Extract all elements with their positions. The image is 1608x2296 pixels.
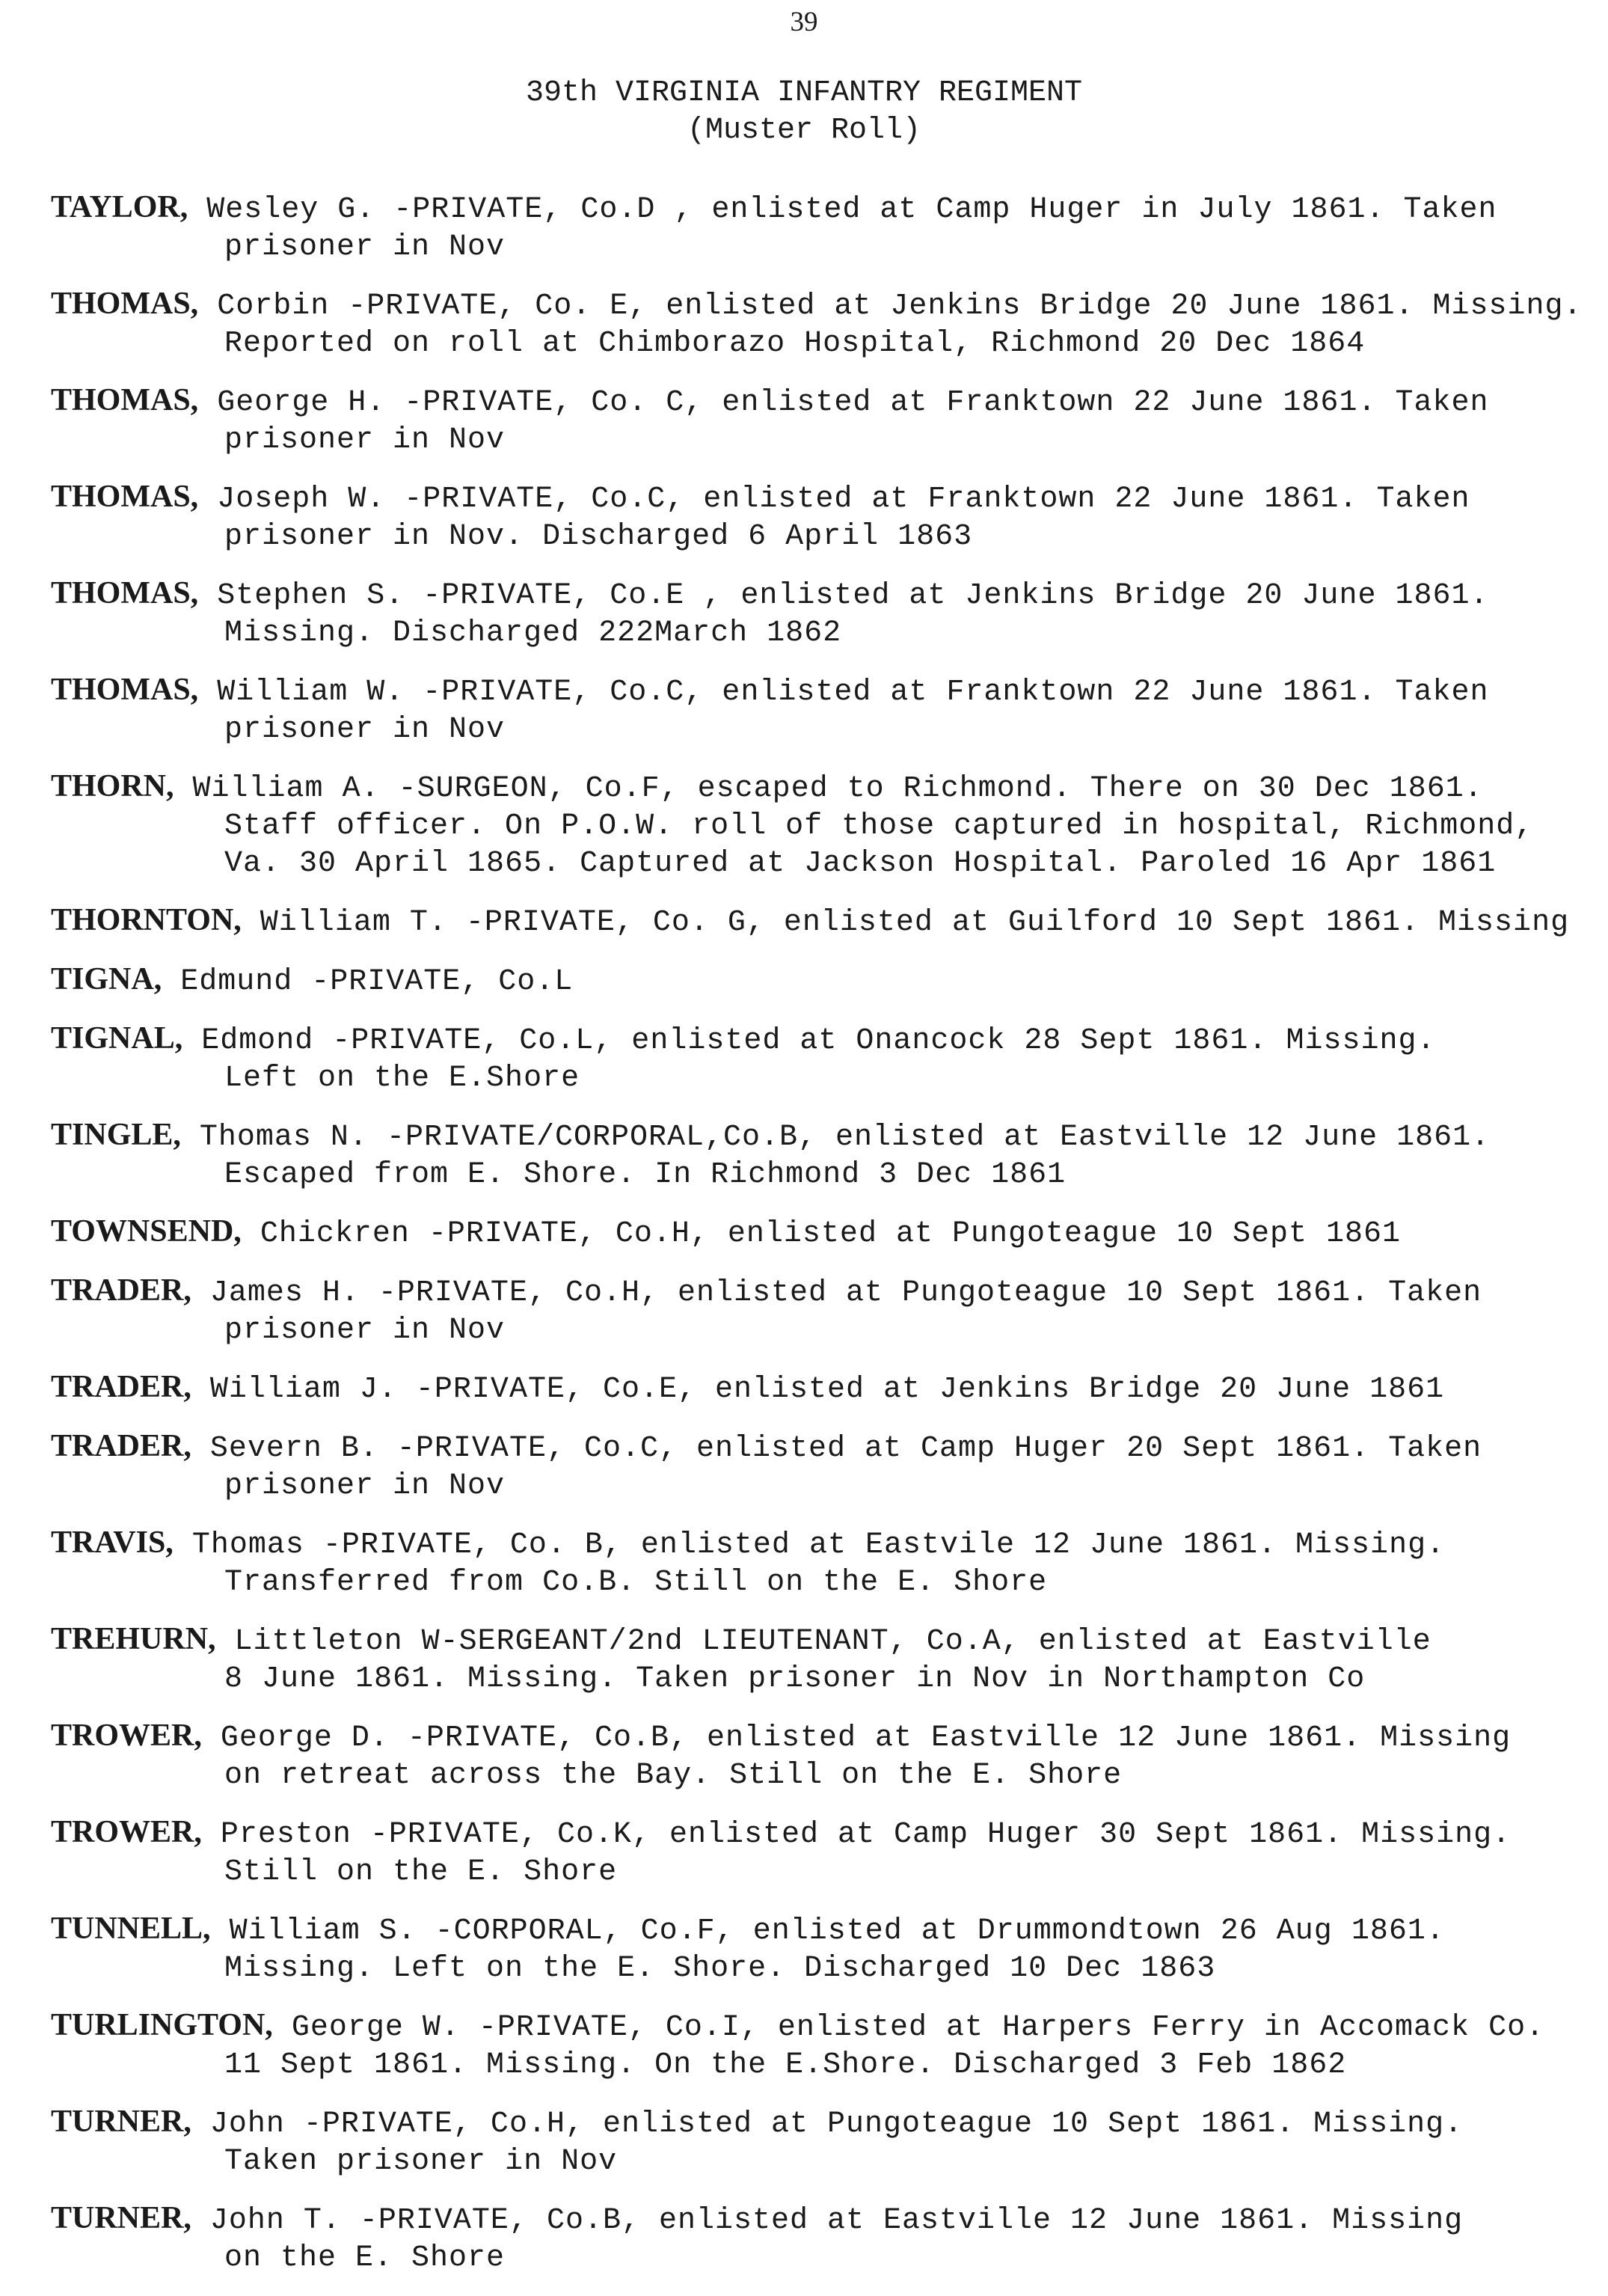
entry-text: prisoner in Nov: [224, 1469, 506, 1503]
entry-text: Chickren -PRIVATE, Co.H, enlisted at Pungoteague 10 Sept 1861: [260, 1217, 1402, 1251]
entry-continuation-line: [51, 325, 1599, 363]
entry-surname: TOWNSEND,: [51, 1214, 242, 1249]
entry-first-line: [51, 1813, 1599, 1854]
entry-surname: TRADER,: [51, 1429, 191, 1463]
muster-entry: [51, 768, 1599, 883]
entry-text: Wesley G. -PRIVATE, Co.D , enlisted at Camp Huger in July 1861. Taken: [206, 193, 1497, 227]
entry-surname: TINGLE,: [51, 1118, 181, 1152]
entry-first-line: [51, 1213, 1599, 1253]
muster-roll-entries: [51, 189, 1599, 2296]
entry-text: George W. -PRIVATE, Co.I, enlisted at Harpers Ferry in Accomack Co.: [291, 2011, 1545, 2045]
entry-text: Transferred from Co.B. Still on the E. Shore: [224, 1566, 1048, 1599]
muster-entry: [51, 1717, 1599, 1795]
entry-first-line: [51, 961, 1599, 1001]
entry-text: Escaped from E. Shore. In Richmond 3 Dec 1861: [224, 1158, 1067, 1192]
entry-surname: TURNER,: [51, 2104, 191, 2139]
muster-entry: [51, 1813, 1599, 1891]
entry-text: Missing. Discharged 222March 1862: [224, 616, 842, 650]
entry-first-line: [51, 1368, 1599, 1409]
entry-continuation-line: [51, 1950, 1599, 1988]
entry-text: Thomas -PRIVATE, Co. B, enlisted at Eastvile 12 June 1861. Missing.: [191, 1528, 1446, 1562]
entry-first-line: [51, 1717, 1599, 1757]
entry-continuation-line: [51, 845, 1599, 883]
entry-first-line: [51, 285, 1599, 325]
entry-text: William A. -SURGEON, Co.F, escaped to Richmond. There on 30 Dec 1861.: [192, 772, 1483, 806]
entry-surname: TRADER,: [51, 1273, 191, 1308]
entry-text: Severn B. -PRIVATE, Co.C, enlisted at Camp Huger 20 Sept 1861. Taken: [209, 1432, 1482, 1466]
muster-entry: [51, 1620, 1599, 1698]
entry-first-line: [51, 2006, 1599, 2047]
document-subtitle: (Muster Roll): [687, 114, 921, 147]
muster-entry: [51, 1427, 1599, 1505]
muster-entry: [51, 2199, 1599, 2277]
muster-entry: [51, 1213, 1599, 1253]
entry-text: Still on the E. Shore: [224, 1855, 618, 1889]
entry-text: prisoner in Nov: [224, 230, 506, 264]
muster-entry: [51, 2006, 1599, 2084]
entry-first-line: [51, 671, 1599, 711]
entry-surname: THOMAS,: [51, 673, 199, 707]
entry-first-line: [51, 575, 1599, 615]
entry-text: Stephen S. -PRIVATE, Co.E , enlisted at Jenkins Bridge 20 June 1861.: [217, 579, 1489, 613]
entry-first-line: [51, 901, 1599, 942]
entry-continuation-line: [51, 1854, 1599, 1891]
entry-text: Preston -PRIVATE, Co.K, enlisted at Camp Huger 30 Sept 1861. Missing.: [220, 1818, 1512, 1852]
entry-text: Left on the E.Shore: [224, 1062, 580, 1095]
entry-first-line: [51, 1524, 1599, 1564]
entry-first-line: [51, 1910, 1599, 1950]
entry-text: William S. -CORPORAL, Co.F, enlisted at Drummondtown 26 Aug 1861.: [229, 1914, 1445, 1948]
entry-surname: TUNNELL,: [51, 1911, 211, 1946]
entry-surname: THOMAS,: [51, 480, 199, 514]
entry-continuation-line: [51, 615, 1599, 652]
muster-entry: [51, 1116, 1599, 1194]
entry-surname: TROWER,: [51, 1815, 202, 1849]
entry-surname: TROWER,: [51, 1718, 202, 1753]
entry-surname: TURNER,: [51, 2201, 191, 2235]
muster-entry: [51, 961, 1599, 1001]
page-number: 39: [790, 7, 818, 37]
entry-continuation-line: [51, 711, 1599, 749]
entry-first-line: [51, 478, 1599, 518]
entry-surname: THORN,: [51, 769, 174, 803]
muster-entry: [51, 575, 1599, 652]
entry-first-line: [51, 2103, 1599, 2143]
muster-entry: [51, 189, 1599, 266]
entry-surname: TIGNAL,: [51, 1021, 183, 1056]
entry-first-line: [51, 1272, 1599, 1312]
entry-text: John -PRIVATE, Co.H, enlisted at Pungoteague 10 Sept 1861. Missing.: [209, 2107, 1464, 2141]
entry-text: prisoner in Nov: [224, 713, 506, 747]
entry-text: Edmond -PRIVATE, Co.L, enlisted at Onancock 28 Sept 1861. Missing.: [201, 1024, 1436, 1058]
muster-entry: [51, 901, 1599, 942]
entry-continuation-line: [51, 1564, 1599, 1602]
muster-entry: [51, 382, 1599, 459]
entry-text: James H. -PRIVATE, Co.H, enlisted at Pungoteague 10 Sept 1861. Taken: [209, 1276, 1482, 1310]
muster-entry: [51, 671, 1599, 749]
muster-entry: [51, 1368, 1599, 1409]
entry-first-line: [51, 382, 1599, 422]
entry-surname: TRAVIS,: [51, 1525, 174, 1560]
entry-continuation-line: [51, 1757, 1599, 1795]
muster-entry: [51, 1524, 1599, 1602]
entry-text: Edmund -PRIVATE, Co.L: [180, 965, 574, 999]
muster-entry: [51, 478, 1599, 556]
entry-surname: TREHURN,: [51, 1622, 216, 1656]
title-block: [0, 75, 1608, 150]
entry-continuation-line: [51, 1468, 1599, 1505]
entry-surname: TIGNA,: [51, 962, 162, 997]
entry-text: William W. -PRIVATE, Co.C, enlisted at Franktown 22 June 1861. Taken: [217, 676, 1489, 709]
entry-continuation-line: [51, 2240, 1599, 2277]
entry-surname: THOMAS,: [51, 383, 199, 417]
entry-first-line: [51, 768, 1599, 808]
entry-text: prisoner in Nov: [224, 423, 506, 457]
entry-text: prisoner in Nov. Discharged 6 April 1863: [224, 520, 973, 554]
entry-text: Staff officer. On P.O.W. roll of those captured in hospital, Richmond,: [224, 809, 1534, 843]
entry-continuation-line: [51, 1157, 1599, 1194]
entry-continuation-line: [51, 1060, 1599, 1098]
entry-first-line: [51, 1020, 1599, 1060]
entry-text: Taken prisoner in Nov: [224, 2145, 618, 2179]
document-title: 39th VIRGINIA INFANTRY REGIMENT: [525, 76, 1083, 110]
muster-entry: [51, 285, 1599, 363]
entry-text: on the E. Shore: [224, 2241, 506, 2275]
entry-surname: TAYLOR,: [51, 190, 188, 224]
entry-first-line: [51, 1427, 1599, 1468]
entry-continuation-line: [51, 422, 1599, 459]
entry-continuation-line: [51, 518, 1599, 556]
entry-surname: TURLINGTON,: [51, 2008, 273, 2042]
entry-surname: TRADER,: [51, 1370, 191, 1404]
entry-text: 11 Sept 1861. Missing. On the E.Shore. Discharged 3 Feb 1862: [224, 2048, 1347, 2082]
entry-surname: THOMAS,: [51, 576, 199, 610]
muster-entry: [51, 1910, 1599, 1988]
entry-continuation-line: [51, 2143, 1599, 2181]
entry-text: 8 June 1861. Missing. Taken prisoner in Nov in Northampton Co: [224, 1662, 1366, 1696]
entry-text: William T. -PRIVATE, Co. G, enlisted at Guilford 10 Sept 1861. Missing: [260, 906, 1570, 940]
entry-text: prisoner in Nov: [224, 1314, 506, 1347]
entry-text: George D. -PRIVATE, Co.B, enlisted at Eastville 12 June 1861. Missing: [220, 1721, 1512, 1755]
entry-text: Littleton W-SERGEANT/2nd LIEUTENANT, Co.A, enlisted at Eastville: [234, 1625, 1431, 1659]
entry-first-line: [51, 2199, 1599, 2240]
entry-text: Missing. Left on the E. Shore. Discharged 10 Dec 1863: [224, 1952, 1216, 1986]
entry-text: Corbin -PRIVATE, Co. E, enlisted at Jenkins Bridge 20 June 1861. Missing.: [217, 290, 1583, 323]
entry-continuation-line: [51, 229, 1599, 266]
entry-continuation-line: [51, 1312, 1599, 1350]
muster-entry: [51, 1272, 1599, 1350]
entry-text: William J. -PRIVATE, Co.E, enlisted at Jenkins Bridge 20 June 1861: [209, 1373, 1445, 1406]
entry-continuation-line: [51, 2047, 1599, 2084]
entry-text: George H. -PRIVATE, Co. C, enlisted at Franktown 22 June 1861. Taken: [217, 386, 1489, 420]
muster-entry: [51, 2103, 1599, 2181]
entry-text: Va. 30 April 1865. Captured at Jackson Hospital. Paroled 16 Apr 1861: [224, 847, 1497, 881]
muster-entry: [51, 1020, 1599, 1098]
entry-surname: THOMAS,: [51, 287, 199, 321]
entry-text: John T. -PRIVATE, Co.B, enlisted at Eastville 12 June 1861. Missing: [209, 2204, 1464, 2238]
entry-first-line: [51, 1116, 1599, 1157]
entry-continuation-line: [51, 1661, 1599, 1698]
entry-text: on retreat across the Bay. Still on the E. Shore: [224, 1759, 1123, 1793]
entry-text: Thomas N. -PRIVATE/CORPORAL,Co.B, enlisted at Eastville 12 June 1861.: [199, 1121, 1491, 1154]
entry-surname: THORNTON,: [51, 903, 242, 937]
entry-first-line: [51, 1620, 1599, 1661]
entry-continuation-line: [51, 808, 1599, 845]
entry-first-line: [51, 189, 1599, 229]
entry-text: Reported on roll at Chimborazo Hospital, Richmond 20 Dec 1864: [224, 327, 1366, 361]
entry-text: Joseph W. -PRIVATE, Co.C, enlisted at Franktown 22 June 1861. Taken: [217, 483, 1470, 516]
